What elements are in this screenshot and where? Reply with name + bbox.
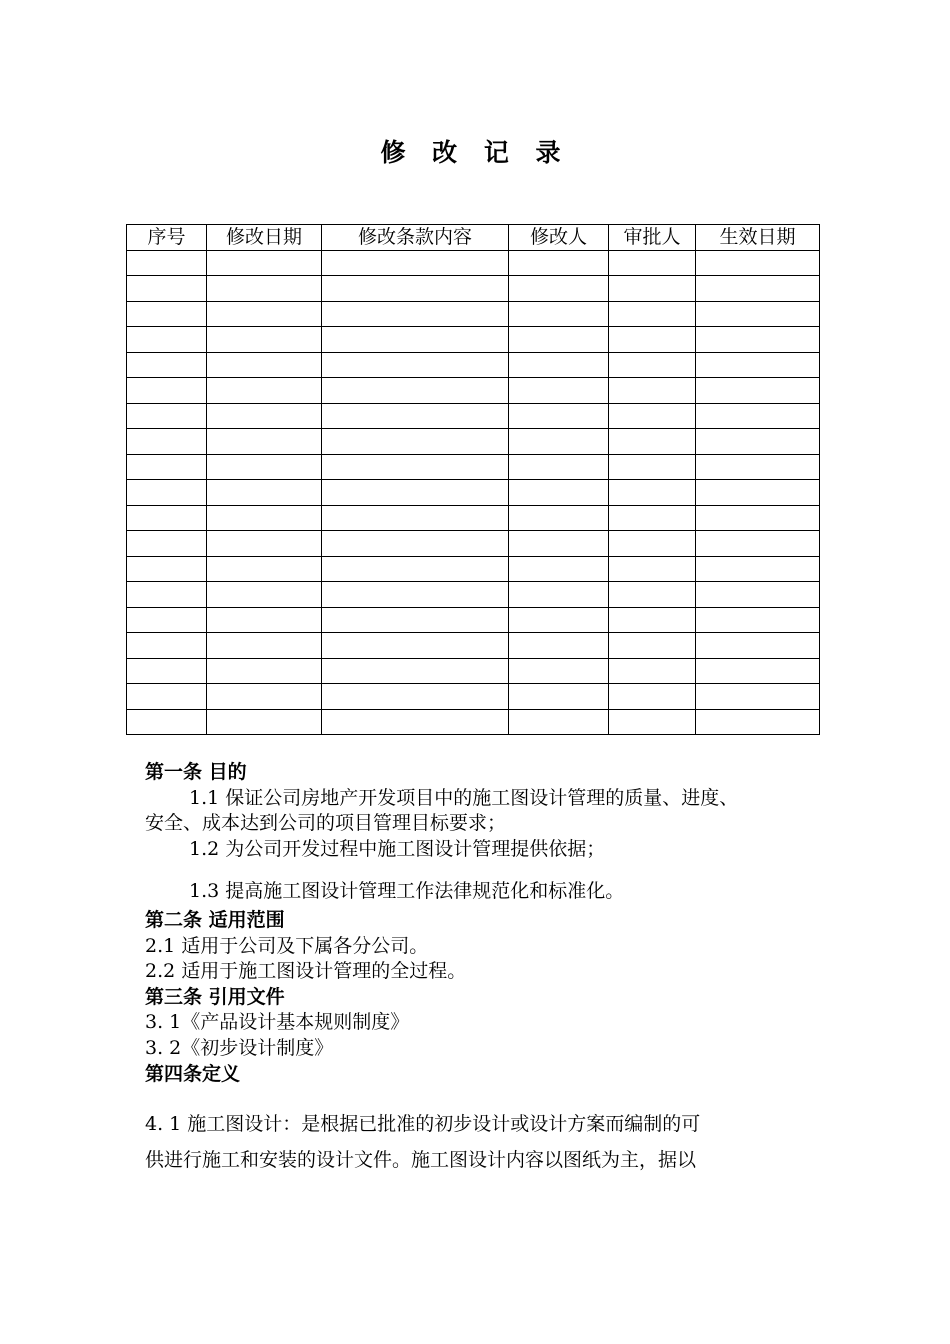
- table-cell: [609, 378, 696, 404]
- table-cell: [207, 276, 322, 302]
- table-cell: [127, 403, 207, 429]
- table-cell: [207, 378, 322, 404]
- table-row: [127, 607, 820, 633]
- table-cell: [322, 250, 509, 276]
- table-row: [127, 378, 820, 404]
- table-cell: [696, 480, 820, 506]
- table-cell: [207, 582, 322, 608]
- table-row: [127, 250, 820, 276]
- table-row: [127, 582, 820, 608]
- table-cell: [509, 607, 609, 633]
- table-cell: [127, 607, 207, 633]
- table-cell: [322, 531, 509, 557]
- table-cell: [609, 556, 696, 582]
- table-cell: [696, 250, 820, 276]
- table-cell: [509, 276, 609, 302]
- table-cell: [696, 505, 820, 531]
- header-revised-clause: 修改条款内容: [322, 225, 509, 251]
- table-cell: [509, 378, 609, 404]
- table-cell: [127, 480, 207, 506]
- clause-4-1-line-1: 4. 1 施工图设计：是根据已批准的初步设计或设计方案而编制的可: [145, 1113, 701, 1135]
- table-cell: [127, 301, 207, 327]
- table-cell: [509, 352, 609, 378]
- table-cell: [696, 556, 820, 582]
- table-cell: [127, 658, 207, 684]
- table-cell: [207, 556, 322, 582]
- table-cell: [207, 531, 322, 557]
- table-cell: [509, 301, 609, 327]
- table-cell: [696, 352, 820, 378]
- table-row: [127, 276, 820, 302]
- table-cell: [509, 505, 609, 531]
- table-cell: [609, 250, 696, 276]
- table-cell: [609, 403, 696, 429]
- clause-3-2: 3. 2《初步设计制度》: [145, 1036, 334, 1059]
- section-2: [145, 908, 466, 1087]
- table-cell: [696, 454, 820, 480]
- table-cell: [127, 505, 207, 531]
- table-cell: [696, 378, 820, 404]
- table-cell: [509, 250, 609, 276]
- table-cell: [509, 454, 609, 480]
- table-row: [127, 480, 820, 506]
- table-cell: [509, 582, 609, 608]
- table-cell: [609, 658, 696, 684]
- table-row: [127, 531, 820, 557]
- table-cell: [609, 352, 696, 378]
- table-row: [127, 684, 820, 710]
- table-cell: [509, 633, 609, 659]
- table-cell: [509, 403, 609, 429]
- table-cell: [609, 582, 696, 608]
- table-cell: [609, 276, 696, 302]
- table-cell: [207, 327, 322, 353]
- table-cell: [207, 403, 322, 429]
- clause-2-1: 2.1 适用于公司及下属各分公司。: [145, 934, 429, 957]
- header-serial-number: 序号: [127, 225, 207, 251]
- table-cell: [322, 658, 509, 684]
- table-cell: [696, 301, 820, 327]
- table-row: [127, 301, 820, 327]
- table-cell: [696, 327, 820, 353]
- table-cell: [609, 480, 696, 506]
- section-3-heading: 第三条 引用文件: [145, 985, 285, 1008]
- table-cell: [322, 505, 509, 531]
- clause-1-2: 1.2 为公司开发过程中施工图设计管理提供依据；: [189, 837, 606, 860]
- section-4-heading: 第四条定义: [145, 1062, 241, 1085]
- table-cell: [207, 709, 322, 735]
- table-row: [127, 556, 820, 582]
- table-cell: [696, 709, 820, 735]
- section-1-heading: 第一条 目的: [145, 761, 247, 783]
- revision-record-table: [126, 224, 820, 735]
- clause-3-1: 3. 1《产品设计基本规则制度》: [145, 1011, 410, 1034]
- table-cell: [322, 633, 509, 659]
- header-effective-date: 生效日期: [696, 225, 820, 251]
- table-cell: [696, 607, 820, 633]
- table-cell: [509, 327, 609, 353]
- table-cell: [127, 378, 207, 404]
- table-cell: [322, 709, 509, 735]
- table-row: [127, 658, 820, 684]
- table-cell: [127, 556, 207, 582]
- table-cell: [127, 276, 207, 302]
- clause-4-1-line-2: 供进行施工和安装的设计文件。施工图设计内容以图纸为主，据以: [145, 1149, 697, 1171]
- table-cell: [207, 607, 322, 633]
- table-cell: [127, 633, 207, 659]
- table-cell: [509, 429, 609, 455]
- table-cell: [207, 454, 322, 480]
- table-cell: [609, 709, 696, 735]
- table-row: [127, 709, 820, 735]
- table-body: [127, 250, 820, 735]
- table-cell: [696, 633, 820, 659]
- table-cell: [696, 582, 820, 608]
- table-cell: [127, 429, 207, 455]
- table-cell: [322, 301, 509, 327]
- section-1: [145, 760, 738, 905]
- table-cell: [696, 531, 820, 557]
- table-cell: [322, 480, 509, 506]
- table-row: [127, 505, 820, 531]
- header-revised-by: 修改人: [509, 225, 609, 251]
- clause-1-1-line-1: 1.1 保证公司房地产开发项目中的施工图设计管理的质量、进度、: [189, 786, 739, 809]
- table-cell: [609, 684, 696, 710]
- table-row: [127, 403, 820, 429]
- table-cell: [609, 633, 696, 659]
- header-approved-by: 审批人: [609, 225, 696, 251]
- table-cell: [127, 327, 207, 353]
- table-cell: [609, 301, 696, 327]
- table-cell: [127, 531, 207, 557]
- table-cell: [207, 633, 322, 659]
- table-row: [127, 429, 820, 455]
- table-cell: [322, 454, 509, 480]
- table-cell: [127, 352, 207, 378]
- clause-1-1-line-2: 安全、成本达到公司的项目管理目标要求；: [145, 812, 507, 835]
- table-cell: [207, 301, 322, 327]
- table-cell: [207, 684, 322, 710]
- table-cell: [696, 403, 820, 429]
- table-cell: [322, 327, 509, 353]
- table-cell: [207, 250, 322, 276]
- table-cell: [696, 276, 820, 302]
- table-cell: [127, 709, 207, 735]
- table-cell: [609, 505, 696, 531]
- table-cell: [509, 709, 609, 735]
- table-cell: [322, 403, 509, 429]
- table-cell: [322, 684, 509, 710]
- table-cell: [207, 429, 322, 455]
- table-cell: [207, 505, 322, 531]
- table-cell: [322, 276, 509, 302]
- clause-1-3: 1.3 提高施工图设计管理工作法律规范化和标准化。: [189, 880, 625, 903]
- table-cell: [207, 480, 322, 506]
- page-title: 修 改 记 录: [380, 138, 570, 167]
- clause-2-2: 2.2 适用于施工图设计管理的全过程。: [145, 960, 467, 983]
- table-row: [127, 352, 820, 378]
- table-cell: [322, 607, 509, 633]
- table-cell: [322, 582, 509, 608]
- table-cell: [207, 658, 322, 684]
- table-cell: [127, 582, 207, 608]
- table-cell: [127, 454, 207, 480]
- table-cell: [509, 480, 609, 506]
- table-cell: [322, 556, 509, 582]
- table-cell: [609, 607, 696, 633]
- table-row: [127, 633, 820, 659]
- table-row: [127, 327, 820, 353]
- section-2-heading: 第二条 适用范围: [145, 909, 285, 931]
- table-cell: [509, 684, 609, 710]
- header-revision-date: 修改日期: [207, 225, 322, 251]
- table-cell: [696, 658, 820, 684]
- table-cell: [127, 250, 207, 276]
- table-cell: [509, 658, 609, 684]
- table-cell: [609, 429, 696, 455]
- table-cell: [509, 556, 609, 582]
- table-cell: [322, 352, 509, 378]
- table-cell: [322, 429, 509, 455]
- table-cell: [609, 454, 696, 480]
- table-cell: [322, 378, 509, 404]
- section-4-body: [145, 1106, 700, 1178]
- table-cell: [609, 531, 696, 557]
- table-row: [127, 454, 820, 480]
- table-cell: [127, 684, 207, 710]
- table-cell: [509, 531, 609, 557]
- table-cell: [696, 684, 820, 710]
- table-cell: [207, 352, 322, 378]
- table-cell: [609, 327, 696, 353]
- table-header-row: [127, 225, 820, 251]
- table-cell: [696, 429, 820, 455]
